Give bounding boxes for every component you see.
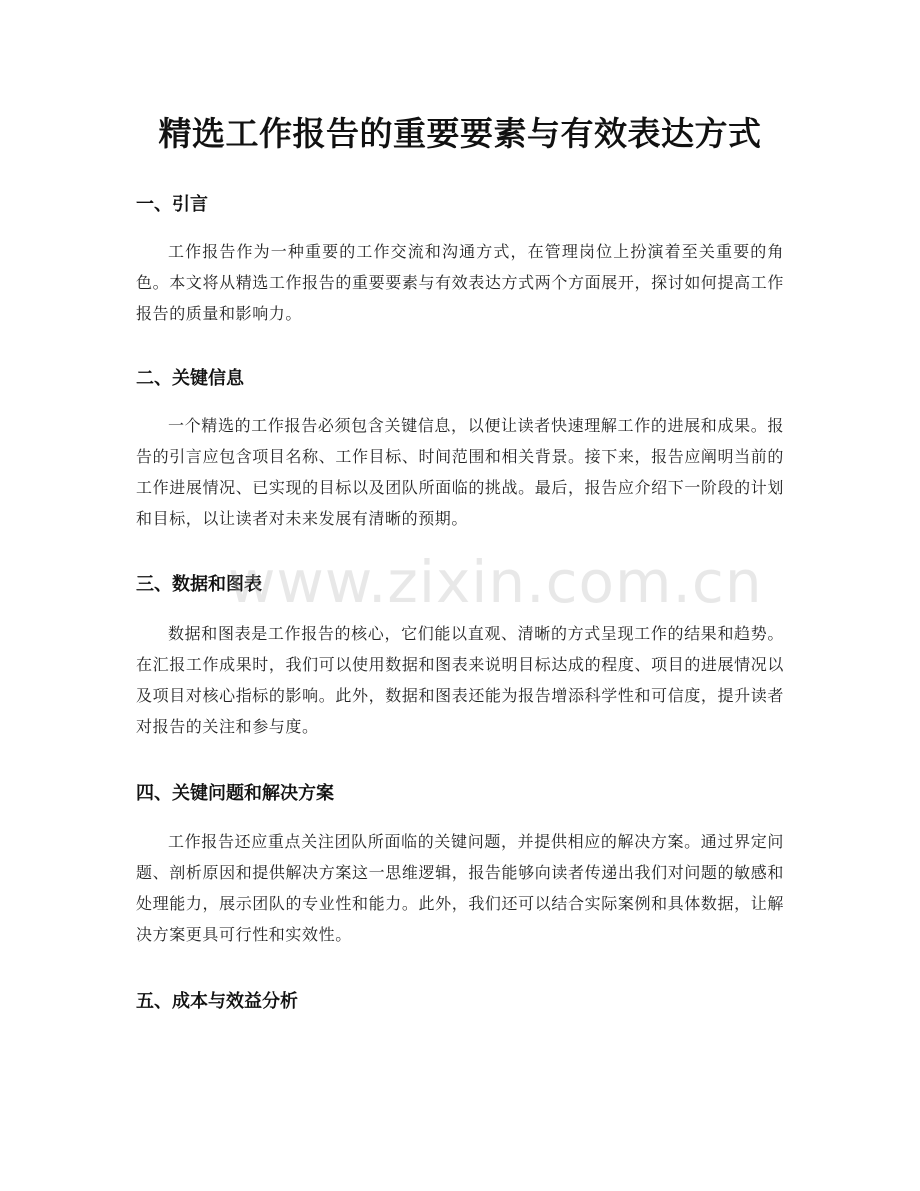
section-body-data-and-charts: 数据和图表是工作报告的核心，它们能以直观、清晰的方式呈现工作的结果和趋势。在汇报工作成果时，我们可以使用数据和图表来说明目标达成的程度、项目的进展情况以及项目对核心指标的影响。此外，数据和图表还能为报告增添科学性和可信度，提升读者对报告的关注和参与度。	[136, 624, 784, 736]
watermark: www.zixin.com.cn	[228, 548, 763, 616]
section-heading-key-information: 二、关键信息	[136, 368, 244, 389]
section-heading-introduction: 一、引言	[136, 194, 208, 215]
section-body-key-information: 一个精选的工作报告必须包含关键信息，以便让读者快速理解工作的进展和成果。报告的引言应包含项目名称、工作目标、时间范围和相关背景。接下来，报告应阐明当前的工作进展情况、已实现的目标以及团队所面临的挑战。最后，报告应介绍下一阶段的计划和目标，以让读者对未来发展有清晰的预期。	[136, 416, 784, 528]
section-heading-data-and-charts: 三、数据和图表	[136, 574, 262, 595]
document-title: 精选工作报告的重要要素与有效表达方式	[158, 114, 762, 153]
section-body-key-issues-solutions: 工作报告还应重点关注团队所面临的关键问题，并提供相应的解决方案。通过界定问题、剖析原因和提供解决方案这一思维逻辑，报告能够向读者传递出我们对问题的敏感和处理能力，展示团队的专业性和能力。此外，我们还可以结合实际案例和具体数据，让解决方案更具可行性和实效性。	[136, 832, 784, 944]
section-heading-key-issues-solutions: 四、关键问题和解决方案	[136, 783, 334, 804]
section-heading-cost-benefit-analysis: 五、成本与效益分析	[136, 991, 298, 1012]
section-body-introduction: 工作报告作为一种重要的工作交流和沟通方式，在管理岗位上扮演着至关重要的角色。本文将从精选工作报告的重要要素与有效表达方式两个方面展开，探讨如何提高工作报告的质量和影响力。	[136, 242, 784, 323]
